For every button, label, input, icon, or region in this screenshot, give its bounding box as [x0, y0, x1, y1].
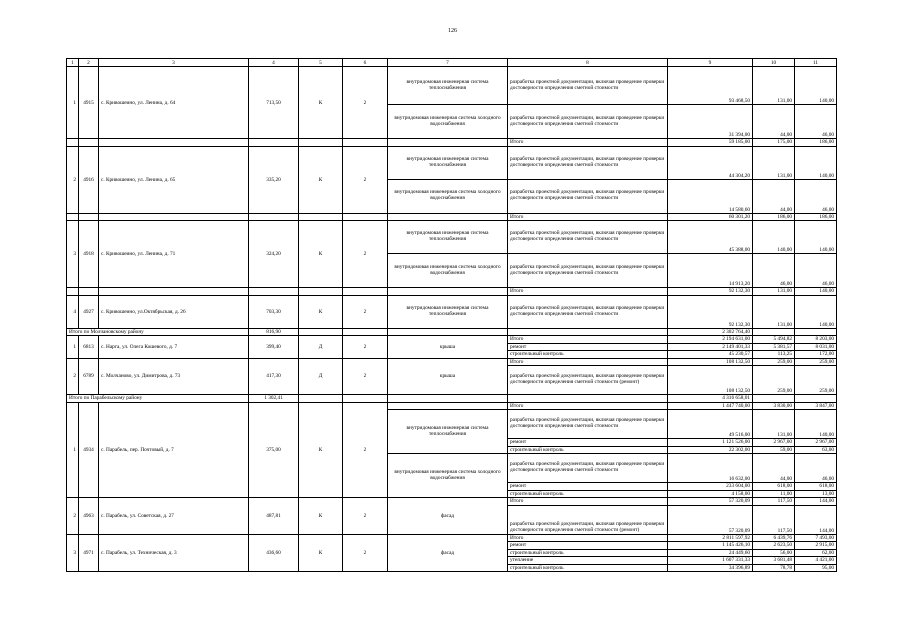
work-type: строительный контроль: [508, 446, 668, 454]
work-type: ремонт: [508, 542, 668, 550]
work-type: разработка проектной документации, включая проведение проверки достоверности определения сметной стоимости: [508, 410, 668, 439]
table-row: [67, 295, 837, 328]
table-row: [67, 221, 837, 254]
cost-value: 108 132,50: [668, 366, 753, 395]
max-cost: 172,00: [795, 351, 837, 359]
row-number: 3: [67, 221, 79, 288]
cost-value: 45 388,00: [668, 221, 753, 254]
page-number: 126: [448, 28, 457, 34]
unit-cost: 131,00: [753, 146, 795, 179]
house-id: 6813: [79, 336, 99, 359]
subtotal-value: 60 301,20: [668, 213, 753, 221]
house-type: К: [299, 295, 343, 328]
house-type: К: [299, 221, 343, 288]
address: с. Кривошеино, ул. Ленина, д. 71: [99, 221, 249, 288]
row-number: 1: [67, 336, 79, 359]
area: 399,40: [249, 336, 299, 359]
table-row: [67, 498, 837, 506]
max-cost: 63,00: [795, 446, 837, 454]
house-type: К: [299, 534, 343, 572]
repair-plan-table: [66, 58, 837, 572]
work-type: строительный контроль: [508, 549, 668, 557]
category: 2: [343, 498, 388, 535]
col-header: 7: [388, 59, 508, 67]
unit-cost: 113,25: [753, 351, 795, 359]
work-type: разработка проектной документации, включая проведение проверки достоверности определения сметной стоимости (ремонт): [508, 366, 668, 395]
max-cost: 46,00: [795, 179, 837, 213]
system-name: внутридомовая инженерная система теплоснабжения: [388, 67, 508, 105]
address: с. Кривошеино, ул.Октябрьская, д. 26: [99, 295, 249, 328]
max-cost: 46,00: [795, 105, 837, 139]
max-cost: 259,00: [795, 358, 837, 366]
system-name: фасад: [388, 498, 508, 535]
work-type: ремонт: [508, 439, 668, 447]
district-total-value: 4 316 658,01: [668, 395, 753, 403]
unit-cost: 618,00: [753, 483, 795, 491]
subtotal-unit: 175,00: [753, 139, 795, 147]
cost-value: 1 145 426,10: [668, 542, 753, 550]
subtotal-row: [67, 288, 837, 296]
district-total-value: 2 302 764,40: [668, 328, 753, 336]
work-type: Итого: [508, 336, 668, 344]
subtotal-label: Итого: [508, 213, 668, 221]
cost-value: 1 607 331,33: [668, 557, 753, 565]
cost-value: 2 149 401,33: [668, 343, 753, 351]
area: 335,20: [249, 146, 299, 213]
max-cost: 140,00: [795, 410, 837, 439]
address: с. Молчаново, ул. Димитрова, д. 73: [99, 358, 249, 395]
unit-cost: 5 494,82: [753, 336, 795, 344]
unit-cost: 44,00: [753, 454, 795, 483]
cost-value: 34 396,89: [668, 564, 753, 572]
cost-value: 16 632,00: [668, 454, 753, 483]
system-name: внутридомовая инженерная система теплоснабжения: [388, 221, 508, 254]
unit-cost: 2 967,00: [753, 439, 795, 447]
col-header: 6: [343, 59, 388, 67]
district-total-label: Итого по Молчановскому району: [67, 328, 249, 336]
cost-value: 93 468,50: [668, 67, 753, 105]
work-type: строительный контроль: [508, 564, 668, 572]
table-row: [67, 67, 837, 105]
work-type: разработка проектной документации, включая проведение проверки достоверности определения сметной стоимости: [508, 146, 668, 179]
cost-value: 57 320,09: [668, 505, 753, 534]
district-total-label: Итого по Парабельскому району: [67, 395, 249, 403]
row-number: 3: [67, 534, 79, 572]
header-row: [67, 59, 837, 67]
max-cost: 4 421,00: [795, 557, 837, 565]
category: 2: [343, 358, 388, 395]
work-type: разработка проектной документации, включая проведение проверки достоверности определения сметной стоимости (ремонт): [508, 505, 668, 534]
cost-value: 31 394,00: [668, 105, 753, 139]
max-cost: 2 915,00: [795, 542, 837, 550]
house-type: К: [299, 146, 343, 213]
row-number: 2: [67, 358, 79, 395]
row-number: 2: [67, 498, 79, 535]
cost-value: 2 811 597,92: [668, 534, 753, 542]
house-id: 6789: [79, 358, 99, 395]
area: 703,30: [249, 295, 299, 328]
max-cost: 7 493,00: [795, 534, 837, 542]
unit-cost: 44,00: [753, 105, 795, 139]
house-type: К: [299, 67, 343, 139]
col-header: 8: [508, 59, 668, 67]
district-total-area: 816,90: [249, 328, 299, 336]
house-type: Д: [299, 358, 343, 395]
district-total-area: 1 302,41: [249, 395, 299, 403]
work-type: разработка проектной документации, включая проведение проверки достоверности определения сметной стоимости: [508, 454, 668, 483]
cost-value: 4 158,00: [668, 490, 753, 498]
unit-cost: 59,00: [753, 446, 795, 454]
unit-cost: 5 381,57: [753, 343, 795, 351]
unit-cost: 131,00: [753, 410, 795, 439]
area: 324,20: [249, 221, 299, 288]
district-total-row: [67, 395, 837, 403]
unit-cost: 44,00: [753, 179, 795, 213]
cost-value: 1 447 740,00: [668, 402, 753, 410]
max-cost: 46,00: [795, 454, 837, 483]
cost-value: 24 449,60: [668, 549, 753, 557]
max-cost: 144,00: [795, 498, 837, 506]
col-header: 3: [99, 59, 249, 67]
system-name: внутридомовая инженерная система теплоснабжения: [388, 146, 508, 179]
system-name: внутридомовая инженерная система холодного водоснабжения: [388, 179, 508, 213]
subtotal-max: 140,00: [795, 288, 837, 296]
unit-cost: 117,50: [753, 498, 795, 506]
work-type: Итого: [508, 358, 668, 366]
max-cost: 3 847,00: [795, 402, 837, 410]
work-type: Итого: [508, 498, 668, 506]
cost-value: 14 580,60: [668, 179, 753, 213]
unit-cost: 46,00: [753, 254, 795, 288]
table-row: [67, 358, 837, 366]
work-type: Итого: [508, 402, 668, 410]
work-type: строительный контроль: [508, 351, 668, 359]
subtotal-unit: 186,00: [753, 213, 795, 221]
table-row: [67, 402, 837, 410]
area: 375,00: [249, 402, 299, 498]
unit-cost: 11,00: [753, 490, 795, 498]
col-header: 1: [67, 59, 79, 67]
address: с. Кривошеино, ул. Ленина, д. 64: [99, 67, 249, 139]
row-number: 4: [67, 295, 79, 328]
system-name: внутридомовая инженерная система теплоснабжения: [388, 410, 508, 454]
area: 417,30: [249, 358, 299, 395]
area: 487,81: [249, 498, 299, 535]
category: 2: [343, 146, 388, 213]
category: 2: [343, 402, 388, 498]
max-cost: 140,00: [795, 221, 837, 254]
address: с. Парабель, пер. Почтовый, д. 7: [99, 402, 249, 498]
district-total-row: [67, 328, 837, 336]
max-cost: 140,00: [795, 67, 837, 105]
col-header: 11: [795, 59, 837, 67]
max-cost: 140,00: [795, 146, 837, 179]
subtotal-unit: 131,00: [753, 288, 795, 296]
address: с. Парабель, ул. Советская, д. 27: [99, 498, 249, 535]
max-cost: 618,00: [795, 483, 837, 491]
cost-value: 44 304,20: [668, 146, 753, 179]
subtotal-row: [67, 139, 837, 147]
col-header: 9: [668, 59, 753, 67]
col-header: 2: [79, 59, 99, 67]
subtotal-max: 186,00: [795, 213, 837, 221]
house-id: 4918: [79, 221, 99, 288]
house-id: 4971: [79, 534, 99, 572]
cost-value: 2 194 631,00: [668, 336, 753, 344]
subtotal-label: Итого: [508, 139, 668, 147]
work-type: ремонт: [508, 483, 668, 491]
cost-value: 57 320,09: [668, 498, 753, 506]
category: 2: [343, 534, 388, 572]
system-name: крыша: [388, 336, 508, 359]
house-id: 4963: [79, 498, 99, 535]
work-type: разработка проектной документации, включая проведение проверки достоверности определения сметной стоимости: [508, 295, 668, 328]
house-type: К: [299, 498, 343, 535]
work-type: разработка проектной документации, включая проведение проверки достоверности определения сметной стоимости: [508, 254, 668, 288]
table-row: [67, 336, 837, 344]
system-name: внутридомовая инженерная система холодного водоснабжения: [388, 454, 508, 498]
house-type: К: [299, 402, 343, 498]
work-type: разработка проектной документации, включая проведение проверки достоверности определения сметной стоимости: [508, 221, 668, 254]
category: 2: [343, 336, 388, 359]
col-header: 4: [249, 59, 299, 67]
work-type: ремонт: [508, 343, 668, 351]
row-number: 1: [67, 67, 79, 139]
system-name: внутридомовая инженерная система холодного водоснабжения: [388, 105, 508, 139]
col-header: 10: [753, 59, 795, 67]
unit-cost: 6 439,76: [753, 534, 795, 542]
address: с. Нарга, ул. Олега Кошевого, д. 7: [99, 336, 249, 359]
max-cost: 259,00: [795, 366, 837, 395]
house-id: 4915: [79, 67, 99, 139]
unit-cost: 259,00: [753, 358, 795, 366]
unit-cost: 131,00: [753, 295, 795, 328]
max-cost: 2 967,00: [795, 439, 837, 447]
address: с. Парабель, ул. Техническая, д. 3: [99, 534, 249, 572]
category: 2: [343, 67, 388, 139]
system-name: фасад: [388, 534, 508, 572]
max-cost: 140,00: [795, 295, 837, 328]
house-id: 4927: [79, 295, 99, 328]
system-name: внутридомовая инженерная система теплоснабжения: [388, 295, 508, 328]
work-type: утепление: [508, 557, 668, 565]
cost-value: 22 302,00: [668, 446, 753, 454]
col-header: 5: [299, 59, 343, 67]
category: 2: [343, 295, 388, 328]
area: 713,50: [249, 67, 299, 139]
system-name: внутридомовая инженерная система холодного водоснабжения: [388, 254, 508, 288]
system-name: крыша: [388, 358, 508, 395]
subtotal-label: Итого: [508, 288, 668, 296]
subtotal-value: 92 132,30: [668, 288, 753, 296]
category: 2: [343, 221, 388, 288]
max-cost: 46,00: [795, 254, 837, 288]
subtotal-value: 59 185,00: [668, 139, 753, 147]
cost-value: 108 132,50: [668, 358, 753, 366]
unit-cost: 131,00: [753, 67, 795, 105]
row-number: 1: [67, 402, 79, 498]
max-cost: 144,00: [795, 505, 837, 534]
unit-cost: 3 830,00: [753, 402, 795, 410]
cost-value: 233 604,00: [668, 483, 753, 491]
max-cost: 62,00: [795, 549, 837, 557]
work-type: Итого: [508, 534, 668, 542]
unit-cost: 56,00: [753, 549, 795, 557]
area: 436,60: [249, 534, 299, 572]
unit-cost: 3 681,48: [753, 557, 795, 565]
subtotal-max: 186,00: [795, 139, 837, 147]
subtotal-row: [67, 213, 837, 221]
unit-cost: 117,50: [753, 505, 795, 534]
max-cost: 8 031,00: [795, 343, 837, 351]
max-cost: 8 203,00: [795, 336, 837, 344]
work-type: разработка проектной документации, включая проведение проверки достоверности определения сметной стоимости: [508, 179, 668, 213]
unit-cost: 78,78: [753, 564, 795, 572]
address: с. Кривошеино, ул. Ленина, д. 65: [99, 146, 249, 213]
house-id: 4916: [79, 146, 99, 213]
cost-value: 45 230,57: [668, 351, 753, 359]
unit-cost: 2 623,50: [753, 542, 795, 550]
row-number: 2: [67, 146, 79, 213]
max-cost: 95,00: [795, 564, 837, 572]
cost-value: 49 516,00: [668, 410, 753, 439]
table-row: [67, 146, 837, 179]
work-type: строительный контроль: [508, 490, 668, 498]
cost-value: 92 132,30: [668, 295, 753, 328]
unit-cost: 140,00: [753, 221, 795, 254]
table-row: [67, 534, 837, 542]
house-id: 4934: [79, 402, 99, 498]
unit-cost: 259,00: [753, 366, 795, 395]
work-type: разработка проектной документации, включая проведение проверки достоверности определения сметной стоимости: [508, 67, 668, 105]
house-type: Д: [299, 336, 343, 359]
work-type: разработка проектной документации, включая проведение проверки достоверности определения сметной стоимости: [508, 105, 668, 139]
cost-value: 1 121 526,00: [668, 439, 753, 447]
cost-value: 14 913,20: [668, 254, 753, 288]
max-cost: 13,00: [795, 490, 837, 498]
